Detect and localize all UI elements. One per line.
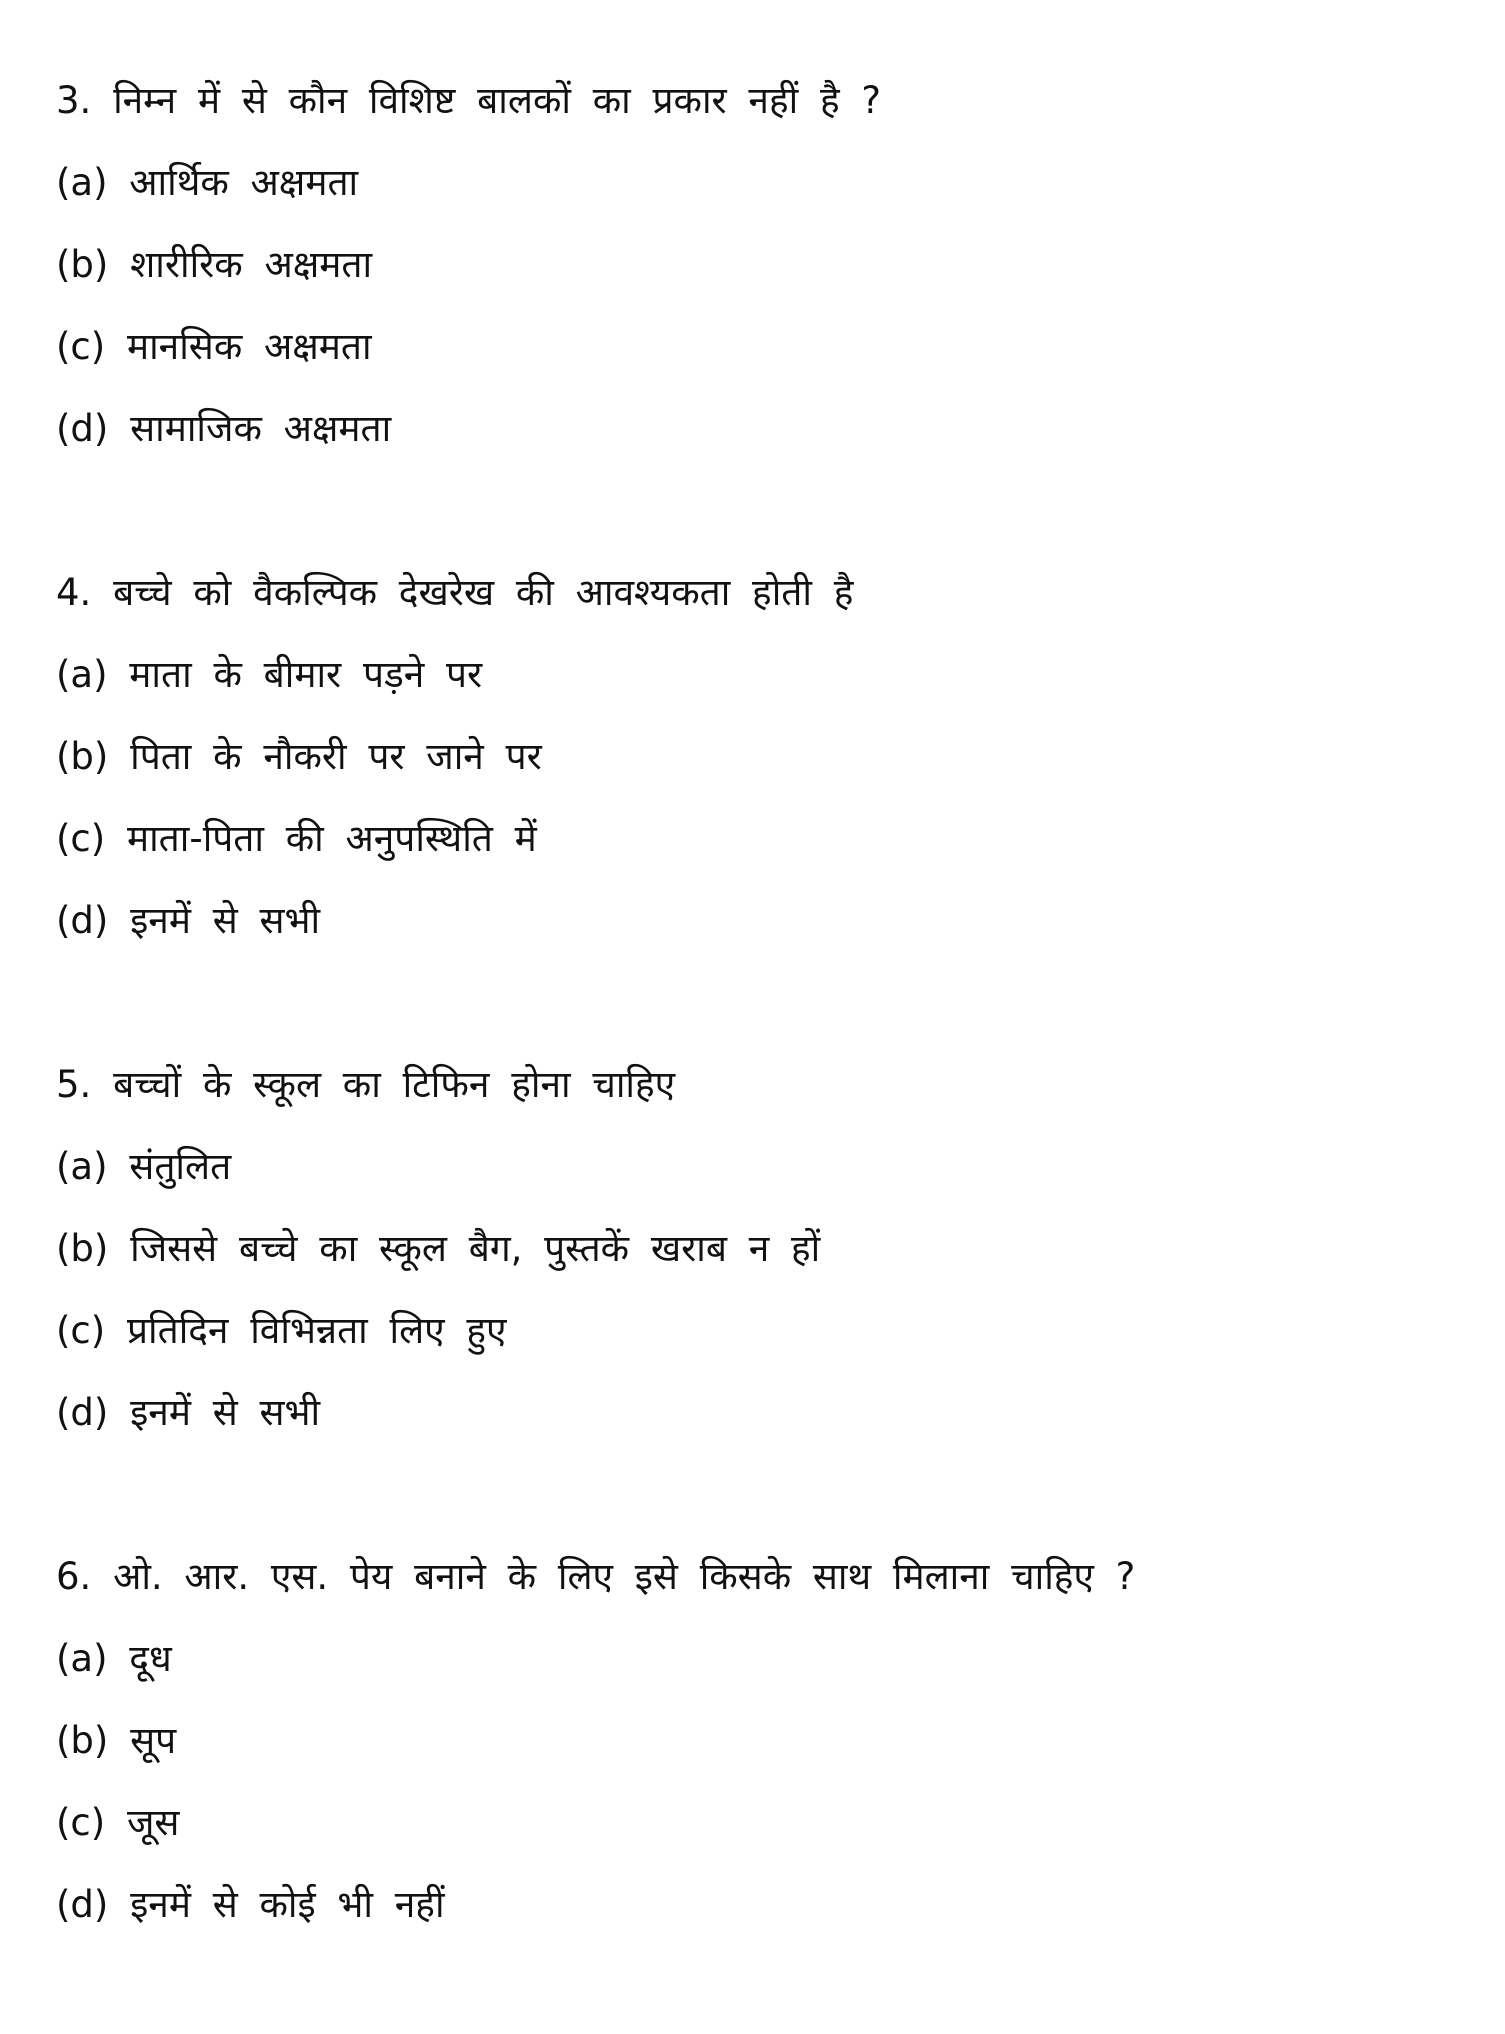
question-list — [56, 60, 1135, 2028]
option-d: (d) इनमें से सभी — [56, 1391, 321, 1434]
option-c: (c) माता-पिता की अनुपस्थिति में — [56, 817, 537, 860]
option-d: (d) इनमें से कोई भी नहीं — [56, 1883, 445, 1926]
option-b: (b) शारीरिक अक्षमता — [56, 243, 373, 286]
option-a: (a) आर्थिक अक्षमता — [56, 161, 359, 204]
option-a: (a) संतुलित — [56, 1145, 232, 1188]
option-b: (b) जिससे बच्चे का स्कूल बैग, पुस्तकें खराब न हों — [56, 1227, 821, 1270]
question-5 — [56, 1044, 1135, 1454]
option-d: (d) इनमें से सभी — [56, 899, 321, 942]
option-d: (d) सामाजिक अक्षमता — [56, 407, 392, 450]
option-b: (b) पिता के नौकरी पर जाने पर — [56, 735, 542, 778]
option-a: (a) दूध — [56, 1637, 172, 1680]
question-6 — [56, 1536, 1135, 1946]
option-a: (a) माता के बीमार पड़ने पर — [56, 653, 483, 696]
question-text: 4. बच्चे को वैकल्पिक देखरेख की आवश्यकता होती है — [56, 571, 854, 614]
option-b: (b) सूप — [56, 1719, 177, 1762]
question-text: 3. निम्न में से कौन विशिष्ट बालकों का प्रकार नहीं है ? — [56, 79, 882, 122]
question-text: 5. बच्चों के स्कूल का टिफिन होना चाहिए — [56, 1063, 676, 1106]
option-c: (c) मानसिक अक्षमता — [56, 325, 372, 368]
option-c: (c) जूस — [56, 1801, 180, 1844]
question-4 — [56, 552, 1135, 962]
option-c: (c) प्रतिदिन विभिन्नता लिए हुए — [56, 1309, 507, 1352]
question-text: 6. ओ. आर. एस. पेय बनाने के लिए इसे किसके साथ मिलाना चाहिए ? — [56, 1555, 1136, 1598]
question-3 — [56, 60, 1135, 470]
